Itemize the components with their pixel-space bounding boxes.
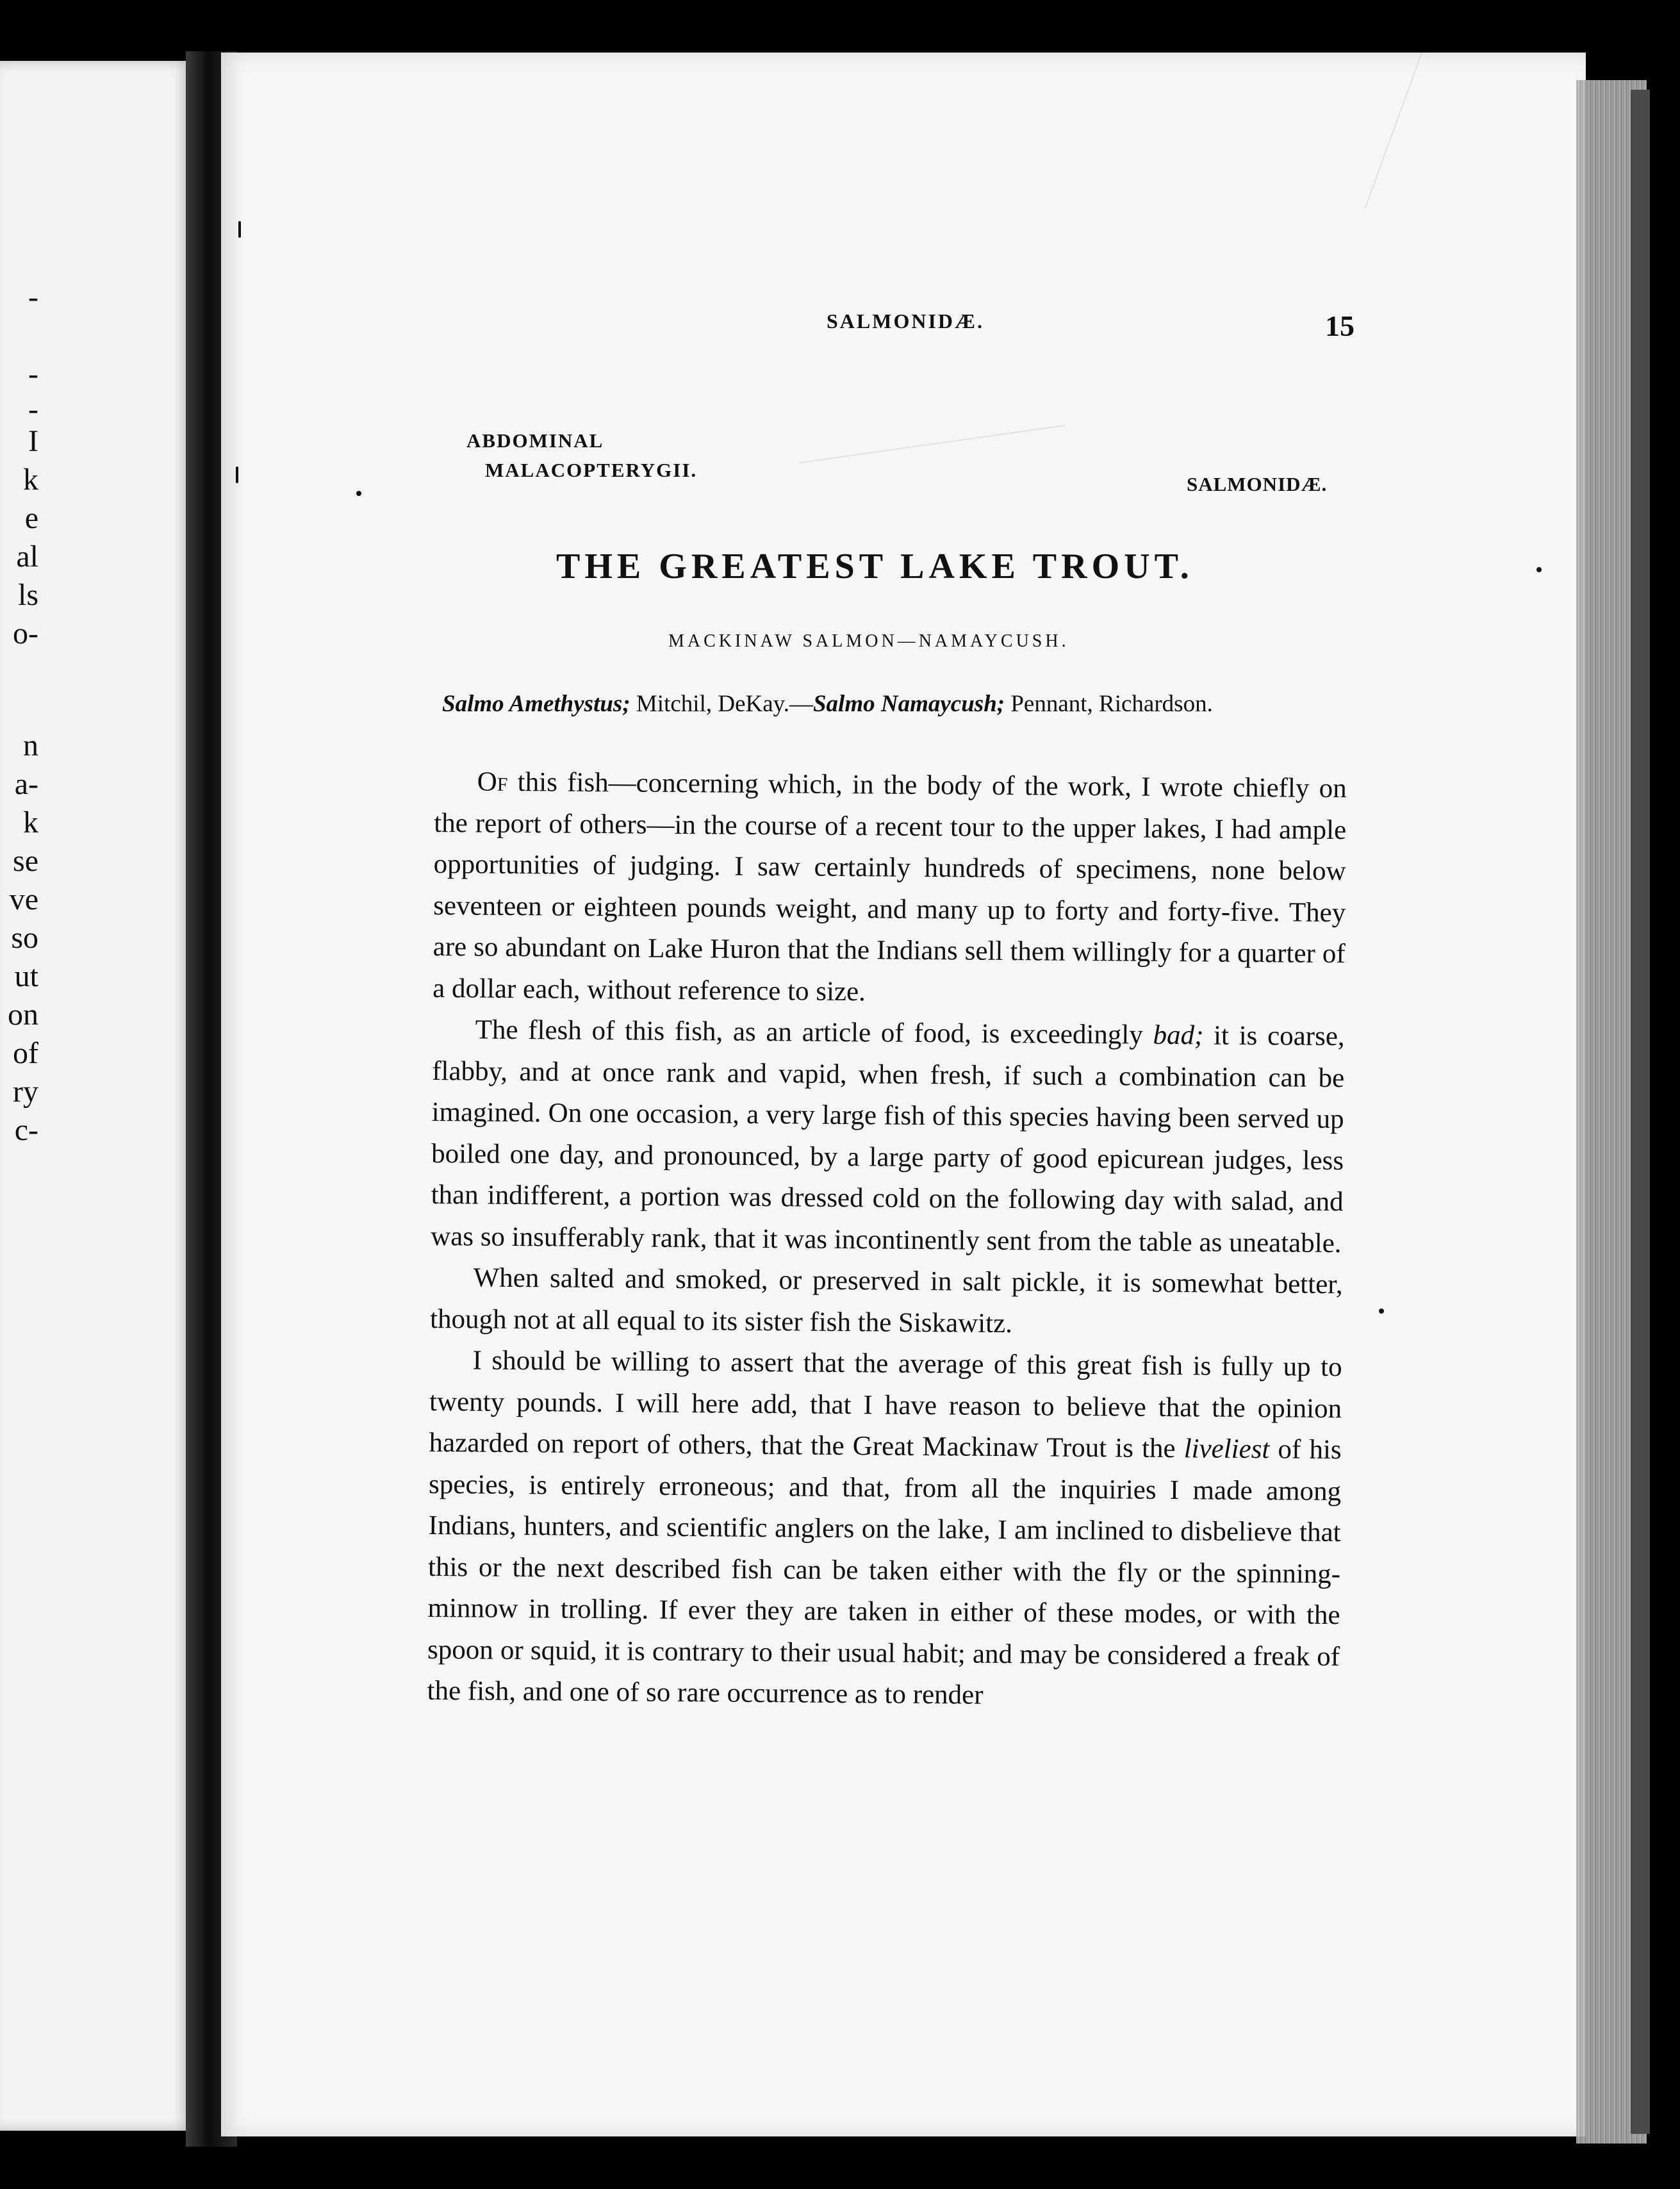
previous-page-fragment: k: [23, 805, 38, 839]
previous-page-fragment: se: [13, 844, 38, 878]
paragraph: [427, 1340, 1342, 1719]
previous-page-fragment: k: [23, 463, 38, 497]
previous-page-fragment: o-: [13, 616, 38, 650]
order-label-line2: MALACOPTERYGII.: [485, 459, 698, 481]
previous-page-fragment: ls: [17, 578, 38, 612]
synonym-authors: Pennant, Richardson.: [1005, 691, 1213, 717]
paragraph: [431, 1009, 1345, 1264]
previous-page-fragment: I: [28, 424, 38, 458]
previous-page-fragment: of: [13, 1036, 38, 1070]
ink-speck: [1379, 1309, 1384, 1314]
previous-page-fragment: a-: [14, 767, 38, 801]
previous-page-fragment: e: [24, 501, 38, 535]
article-body: [427, 761, 1347, 1719]
previous-page-fragment: so: [11, 921, 38, 955]
paper-scratch: [799, 425, 1066, 463]
synonymy-line: [442, 690, 1213, 718]
paragraph: When salted and smoked, or preserved in salt pickle, it is somewhat better, though not at all equal to its sister fish the Siskawitz.: [429, 1262, 1343, 1339]
previous-page-fragment: ut: [14, 959, 38, 993]
ink-speck: [356, 491, 361, 496]
paragraph-text: I should be willing to assert that the average of this great fish is fully up to twenty pounds. I will here add, that I have reason to believe that the opinion hazarded on report of others, that the Great Mackinaw Trout is the: [429, 1345, 1342, 1464]
previous-page-fragment: -: [28, 392, 38, 426]
emphasis: liveliest: [1183, 1433, 1270, 1465]
ink-speck: [1536, 567, 1542, 572]
drop-cap-word: Of: [477, 766, 508, 797]
previous-page-fragment: al: [16, 540, 38, 574]
previous-page-fragment: n: [23, 729, 38, 763]
article-title: THE GREATEST LAKE TROUT.: [556, 547, 1194, 586]
previous-page-fragment: -: [28, 280, 38, 314]
previous-page-fragment: c-: [14, 1113, 38, 1147]
ink-speck: [238, 221, 241, 238]
paragraph-text: The flesh of this fish, as an article of food, is exceedingly: [475, 1014, 1153, 1050]
previous-page-fragment: ve: [9, 882, 38, 916]
article-subtitle: MACKINAW SALMON—NAMAYCUSH.: [668, 631, 1069, 651]
paragraph-text: this fish—concerning which, in the body of the work, I wrote chiefly on the report of others—in the course of a recent tour to the upper lakes, I had ample opportunities of judging. I saw certainly hundreds of specimens, none below seventeen or eighteen pounds weight, and many up to forty and forty-five. They are so abundant on Lake Huron that the Indians sell them willingly for a quarter of a dollar each, without reference to size.: [432, 766, 1347, 1007]
page-number: 15: [1325, 310, 1355, 342]
paragraph: [432, 761, 1347, 1016]
previous-page-fragment: ry: [13, 1075, 38, 1109]
synonym-name: Salmo Amethystus;: [442, 691, 630, 717]
paper-scratch: [1365, 51, 1423, 208]
ink-speck: [236, 467, 238, 483]
family-label: SALMONIDÆ.: [1187, 473, 1328, 495]
order-label-line1: ABDOMINAL: [466, 429, 604, 452]
running-head: SALMONIDÆ.: [827, 310, 985, 333]
page-edges-shadow: [1631, 90, 1650, 2134]
previous-page-fragment: on: [8, 998, 38, 1032]
paragraph-text: of his species, is entirely erroneous; and that, from all the inquiries I made among Indians, hunters, and scientific anglers on the lake, I am inclined to disbelieve that this or the next described fish can be taken either with the fly or the spinning-minnow in trolling. If ever they are taken in either of these modes, or with the spoon or squid, it is contrary to their usual habit; and may be considered a freak of the fish, and one of so rare occurrence as to render: [427, 1434, 1342, 1710]
previous-page: [0, 61, 192, 2131]
emphasis: bad;: [1153, 1020, 1204, 1051]
synonym-name: Salmo Namaycush;: [812, 691, 1005, 717]
synonym-authors: Mitchil, DeKay.—: [630, 691, 813, 717]
previous-page-fragment: -: [28, 357, 38, 391]
paragraph-text: it is coarse, flabby, and at once rank and vapid, when fresh, if such a combination can be imagined. On one occasion, a very large fish of this species having been served up boiled one day, and pronounced, by a large party of good epicurean judges, less than indifferent, a portion was dressed cold on the following day with salad, and was so insufferably rank, that it was incontinently sent from the table as uneatable.: [430, 1020, 1345, 1259]
